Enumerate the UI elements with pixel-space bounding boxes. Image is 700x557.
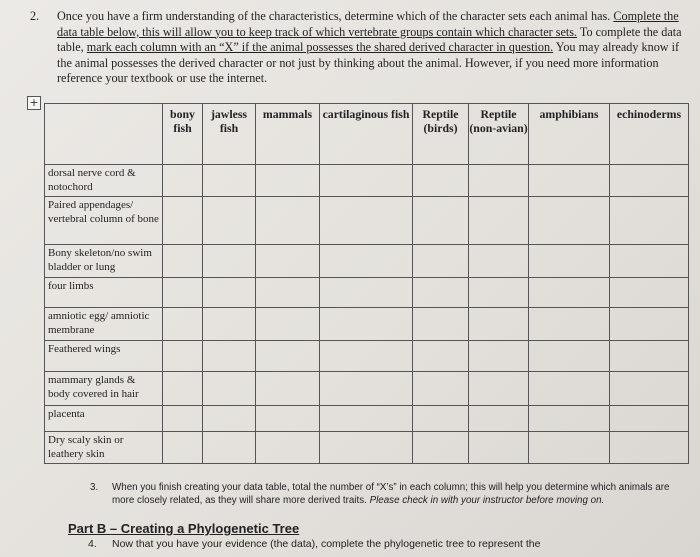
table-cell[interactable]	[610, 341, 689, 372]
header-jawless-fish: jawless fish	[203, 104, 256, 165]
table-cell[interactable]	[320, 277, 413, 308]
table-cell[interactable]	[256, 405, 320, 432]
table-cell[interactable]	[203, 308, 256, 341]
table-row	[45, 432, 689, 464]
table-cell[interactable]	[529, 341, 610, 372]
table-cell[interactable]	[413, 196, 469, 244]
table-cell[interactable]	[413, 277, 469, 308]
table-move-handle-icon[interactable]: +	[27, 96, 41, 110]
table-cell[interactable]	[163, 308, 203, 341]
table-cell[interactable]	[469, 371, 529, 405]
table-row	[45, 308, 689, 341]
question-3-instruction: Please check in with your instructor before moving on.	[369, 494, 605, 506]
table-cell[interactable]	[320, 308, 413, 341]
header-mammals: mammals	[256, 104, 320, 165]
row-label: Paired appendages/ vertebral column of bone	[45, 196, 163, 244]
table-cell[interactable]	[529, 196, 610, 244]
table-cell[interactable]	[256, 371, 320, 405]
table-cell[interactable]	[469, 308, 529, 341]
row-label: Bony skeleton/no swim bladder or lung	[45, 244, 163, 277]
table-cell[interactable]	[413, 165, 469, 197]
table-cell[interactable]	[610, 277, 689, 308]
character-data-table	[44, 103, 689, 464]
table-cell[interactable]	[413, 405, 469, 432]
question-2-text	[57, 9, 690, 87]
table-cell[interactable]	[163, 196, 203, 244]
table-cell[interactable]	[320, 341, 413, 372]
table-cell[interactable]	[256, 196, 320, 244]
row-label: Dry scaly skin or leathery skin	[45, 432, 163, 464]
question-2-part2: To complete the data table,	[57, 24, 682, 55]
table-cell[interactable]	[163, 371, 203, 405]
table-row	[45, 405, 689, 432]
table-cell[interactable]	[320, 371, 413, 405]
table-cell[interactable]	[203, 371, 256, 405]
table-cell[interactable]	[610, 196, 689, 244]
table-cell[interactable]	[256, 432, 320, 464]
header-reptile-non-avian: Reptile (non-avian)	[469, 104, 529, 165]
table-cell[interactable]	[529, 432, 610, 464]
table-cell[interactable]	[469, 432, 529, 464]
table-cell[interactable]	[203, 341, 256, 372]
question-3-text: When you finish creating your data table, total the number of “X’s” in each column; this will help you determine which animals are more closely related, as they will share more derived traits.	[112, 482, 670, 506]
table-body	[45, 165, 689, 464]
table-cell[interactable]	[413, 432, 469, 464]
table-row	[45, 196, 689, 244]
question-4-text: Now that you have your evidence (the data), complete the phylogenetic tree to represent the	[112, 538, 541, 550]
table-cell[interactable]	[203, 432, 256, 464]
header-reptile-birds: Reptile (birds)	[413, 104, 469, 165]
table-row	[45, 165, 689, 197]
part-b-heading: Part B – Creating a Phylogenetic Tree	[68, 521, 300, 536]
table-cell[interactable]	[320, 432, 413, 464]
table-row	[45, 371, 689, 405]
row-label: dorsal nerve cord & notochord	[45, 165, 163, 197]
table-row	[45, 277, 689, 308]
header-amphibians: amphibians	[529, 104, 610, 165]
header-echinoderms: echinoderms	[610, 104, 689, 165]
table-cell[interactable]	[610, 308, 689, 341]
table-cell[interactable]	[320, 405, 413, 432]
table-cell[interactable]	[413, 308, 469, 341]
row-label: mammary glands & body covered in hair	[45, 371, 163, 405]
table-cell[interactable]	[610, 244, 689, 277]
table-cell[interactable]	[469, 405, 529, 432]
table-cell[interactable]	[469, 341, 529, 372]
table-cell[interactable]	[203, 165, 256, 197]
question-2-number: 2.	[30, 9, 40, 23]
table-header-row	[45, 104, 689, 165]
table-row	[45, 244, 689, 277]
table-cell[interactable]	[529, 308, 610, 341]
table-cell[interactable]	[413, 341, 469, 372]
table-cell[interactable]	[610, 165, 689, 197]
table-cell[interactable]	[469, 196, 529, 244]
question-2-underline1: Complete the data table below, this will allow you to keep track of which vertebrate groups contain which character sets.	[57, 9, 679, 39]
table-cell[interactable]	[163, 165, 203, 197]
question-4	[88, 538, 541, 550]
table-cell[interactable]	[320, 165, 413, 197]
header-bony-fish: bony fish	[163, 104, 203, 165]
table-cell[interactable]	[413, 244, 469, 277]
table-cell[interactable]	[256, 277, 320, 308]
table-cell[interactable]	[529, 371, 610, 405]
table-cell[interactable]	[256, 308, 320, 341]
header-blank	[45, 104, 163, 165]
question-2	[30, 9, 690, 87]
row-label: Feathered wings	[45, 341, 163, 372]
table-cell[interactable]	[610, 405, 689, 432]
table-cell[interactable]	[529, 244, 610, 277]
table-cell[interactable]	[529, 405, 610, 432]
question-3	[90, 482, 692, 507]
row-label: amniotic egg/ amniotic membrane	[45, 308, 163, 341]
table-cell[interactable]	[163, 341, 203, 372]
table-cell[interactable]	[610, 371, 689, 405]
table-cell[interactable]	[529, 165, 610, 197]
row-label: four limbs	[45, 277, 163, 308]
question-2-underline2: mark each column with an “X” if the animal possesses the shared derived character in question.	[86, 40, 554, 55]
table-cell[interactable]	[256, 244, 320, 277]
table-cell[interactable]	[163, 244, 203, 277]
question-3-number: 3.	[90, 482, 99, 493]
header-cartilaginous-fish: cartilaginous fish	[320, 104, 413, 165]
table-row	[45, 341, 689, 372]
row-label: placenta	[45, 405, 163, 432]
table-cell[interactable]	[203, 244, 256, 277]
table-cell[interactable]	[256, 341, 320, 372]
table-cell[interactable]	[203, 277, 256, 308]
table-cell[interactable]	[256, 165, 320, 197]
table-cell[interactable]	[320, 196, 413, 244]
table-cell[interactable]	[469, 165, 529, 197]
table-cell[interactable]	[320, 244, 413, 277]
table-cell[interactable]	[529, 277, 610, 308]
table-cell[interactable]	[610, 432, 689, 464]
table-cell[interactable]	[469, 277, 529, 308]
table-cell[interactable]	[163, 277, 203, 308]
table-cell[interactable]	[469, 244, 529, 277]
table-cell[interactable]	[163, 405, 203, 432]
question-2-part3: You may already know if the animal possesses the derived character or not just by thinking about the animal. However, if you need more information reference your textbook or use the internet.	[57, 40, 680, 86]
table-cell[interactable]	[203, 405, 256, 432]
table-cell[interactable]	[203, 196, 256, 244]
question-2-part1: Once you have a firm understanding of the characteristics, determine which of the character sets each animal has.	[57, 9, 611, 23]
question-4-number: 4.	[88, 538, 97, 550]
table-cell[interactable]	[413, 371, 469, 405]
table-cell[interactable]	[163, 432, 203, 464]
